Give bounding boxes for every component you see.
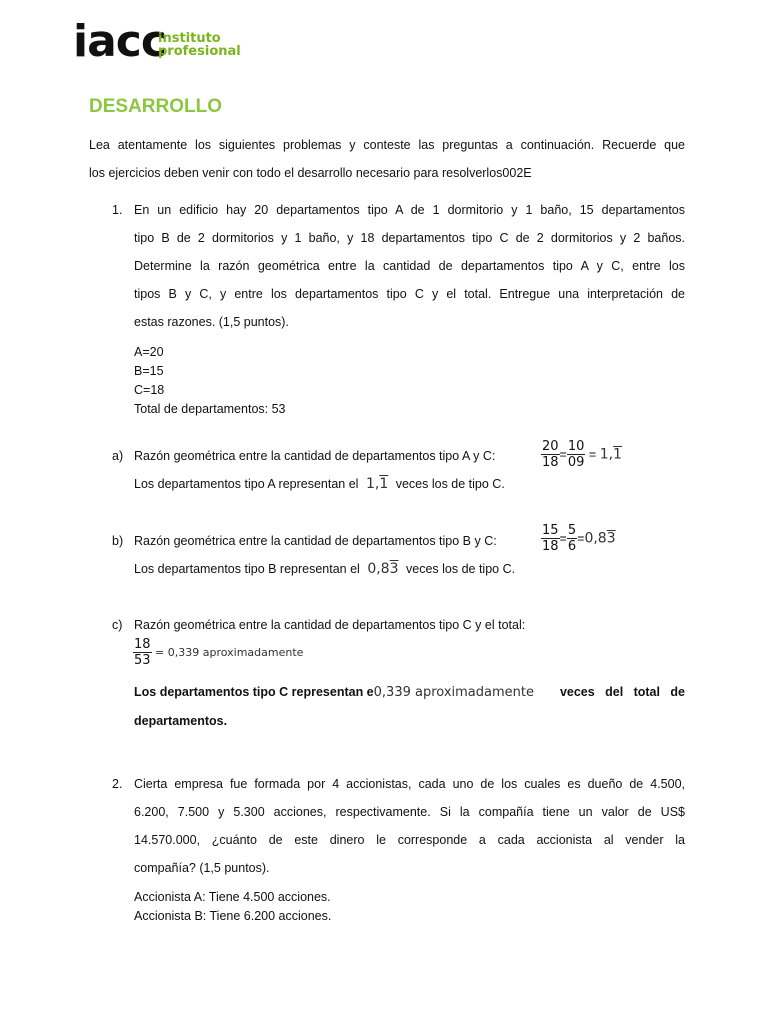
interp-text: Los departamentos tipo B representan el [134,562,360,576]
result-integer: 0,8 [584,530,607,547]
data-line: Accionista A: Tiene 4.500 acciones. [134,890,331,904]
item-a-formula [541,439,622,470]
interp-text: veces del total de [559,685,685,699]
item-a-interpretation [134,476,505,492]
equals-sign: = [559,447,567,462]
data-line: A=20 [134,345,164,359]
interp-integer: 0,8 [367,561,390,577]
logo-subtitle [158,32,241,58]
item-b-label: b) [112,534,124,548]
interp-text: veces los de tipo C. [406,562,516,576]
fraction-denominator: 09 [567,455,585,470]
data-line: Total de departamentos: 53 [134,402,286,416]
fraction [567,439,586,470]
fraction-denominator: 18 [542,539,559,554]
fraction-denominator: 53 [134,653,151,668]
logo-subtitle-line2: profesional [158,44,241,59]
interp-repeating: 1 [379,476,389,492]
result-value: = 0,339 aproximadamente [155,646,304,659]
item-c-text: Razón geométrica entre la cantidad de departamentos tipo C y el total: [134,618,526,632]
interp-prefix [134,678,534,707]
fraction-numerator: 10 [567,439,585,454]
fraction-numerator: 15 [542,523,559,538]
question-2-line: Cierta empresa fue formada por 4 accionistas, cada uno de los cuales es dueño de 4.500, [134,777,685,791]
result-repeating: 1 [613,446,622,463]
item-a-label: a) [112,449,124,463]
interp-integer: 1, [365,476,380,492]
fraction [567,523,577,554]
equals-sign: = [588,447,597,462]
equals-sign: = [559,531,567,546]
intro-line-2: los ejercicios deben venir con todo el desarrollo necesario para resolverlos002E [89,166,532,180]
logo-wordmark: iacc [73,16,166,67]
question-2-text [134,770,685,882]
question-1-line: tipos B y C, y entre los departamentos tipo C y el total. Entregue una interpretación de [134,287,685,301]
item-b-interpretation [134,561,515,577]
fraction-numerator: 18 [134,637,151,652]
question-1-data [134,343,286,419]
data-line: C=18 [134,383,165,397]
fraction [541,523,560,554]
question-1-line: estas razones. (1,5 puntos). [134,315,289,329]
interp-text: veces los de tipo C. [395,477,505,491]
logo-subtitle-line1: instituto [158,31,221,46]
item-c-formula [133,637,303,668]
question-1-line: tipo B de 2 dormitorios y 1 baño, y 18 departamentos tipo C de 2 dormitorios y 2 baños. [134,231,685,245]
interp-value [367,561,398,577]
fraction-numerator: 5 [567,523,577,538]
equals-sign: = [577,531,585,546]
question-1-text [134,196,685,336]
question-2-number: 2. [112,777,123,791]
data-line: B=15 [134,364,164,378]
item-c-interpretation [134,678,685,735]
question-2-line: compañía? (1,5 puntos). [134,861,270,875]
question-2-data [134,888,331,926]
interp-line-2: departamentos. [134,714,228,728]
result-value [584,531,615,547]
data-line: Accionista B: Tiene 6.200 acciones. [134,909,332,923]
result-value [600,447,622,463]
intro-line-1: Lea atentamente los siguientes problemas y conteste las preguntas a continuación. Recuerde que [89,138,685,152]
fraction [133,637,152,668]
question-1-line: En un edificio hay 20 departamentos tipo A de 1 dormitorio y 1 baño, 15 departamentos [134,203,685,217]
item-a-text: Razón geométrica entre la cantidad de departamentos tipo A y C: [134,449,496,463]
question-2-line: 6.200, 7.500 y 5.300 acciones, respectivamente. Si la compañía tiene un valor de US$ [134,805,685,819]
interp-text: Los departamentos tipo A representan el [134,477,359,491]
question-2-line: 14.570.000, ¿cuánto de este dinero le corresponde a cada accionista al vender la [134,833,685,847]
interp-text: Los departamentos tipo C representan e [134,685,374,699]
result-repeating: 3 [606,530,616,547]
result-integer: 1, [599,446,614,463]
interp-value [366,476,388,492]
interp-line [134,678,685,707]
item-b-formula [541,523,616,554]
fraction [541,439,560,470]
fraction-denominator: 18 [542,455,559,470]
question-1-line: Determine la razón geométrica entre la cantidad de departamentos tipo A y C, entre los [134,259,685,273]
section-heading: DESARROLLO [89,96,222,117]
interp-repeating: 3 [389,561,399,577]
fraction-numerator: 20 [542,439,559,454]
interp-value: 0,339 aproximadamente [373,685,534,700]
item-b-text: Razón geométrica entre la cantidad de departamentos tipo B y C: [134,534,497,548]
item-c-label: c) [112,618,123,632]
fraction-denominator: 6 [567,539,577,554]
question-1-number: 1. [112,203,123,217]
